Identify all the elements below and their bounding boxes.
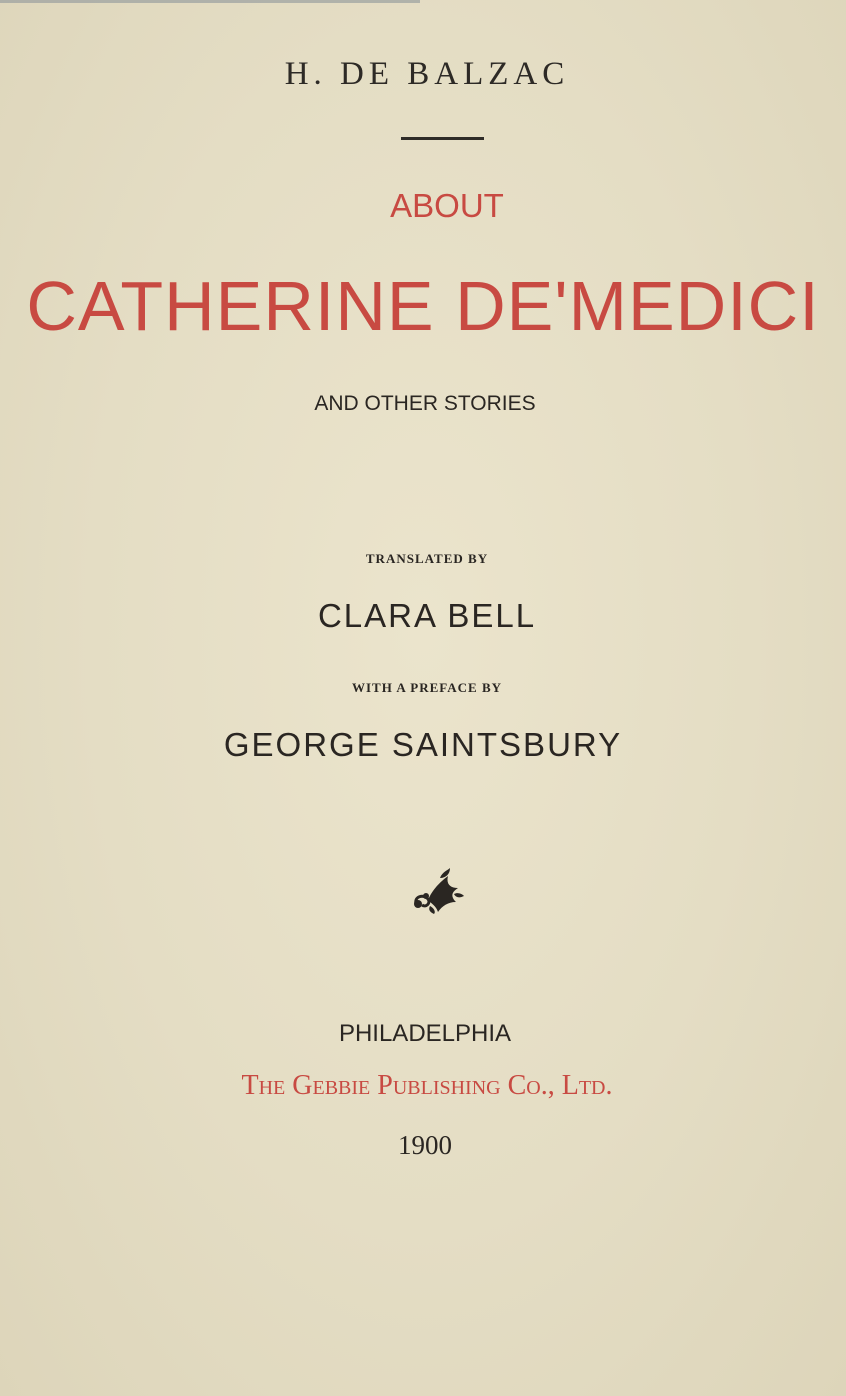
translator-name: CLARA BELL [317,597,537,634]
title-prefix: ABOUT [390,187,504,224]
preface-by-label: WITH A PREFACE BY [351,680,503,695]
decorative-rule [401,137,484,140]
publisher-name: The Gebbie Publishing Co., Ltd. [241,1070,613,1101]
top-edge-strip [0,0,420,3]
book-title: CATHERINE DE'MEDICI [26,267,820,345]
fleuron-icon [410,866,466,916]
preface-author-name: GEORGE SAINTSBURY [223,726,623,763]
publication-place: PHILADELPHIA [338,1020,512,1047]
translated-by-label: TRANSLATED BY [365,551,489,566]
author-name: H. DE BALZAC [284,56,570,92]
book-subtitle: AND OTHER STORIES [314,392,536,415]
publication-year: 1900 [398,1130,452,1160]
